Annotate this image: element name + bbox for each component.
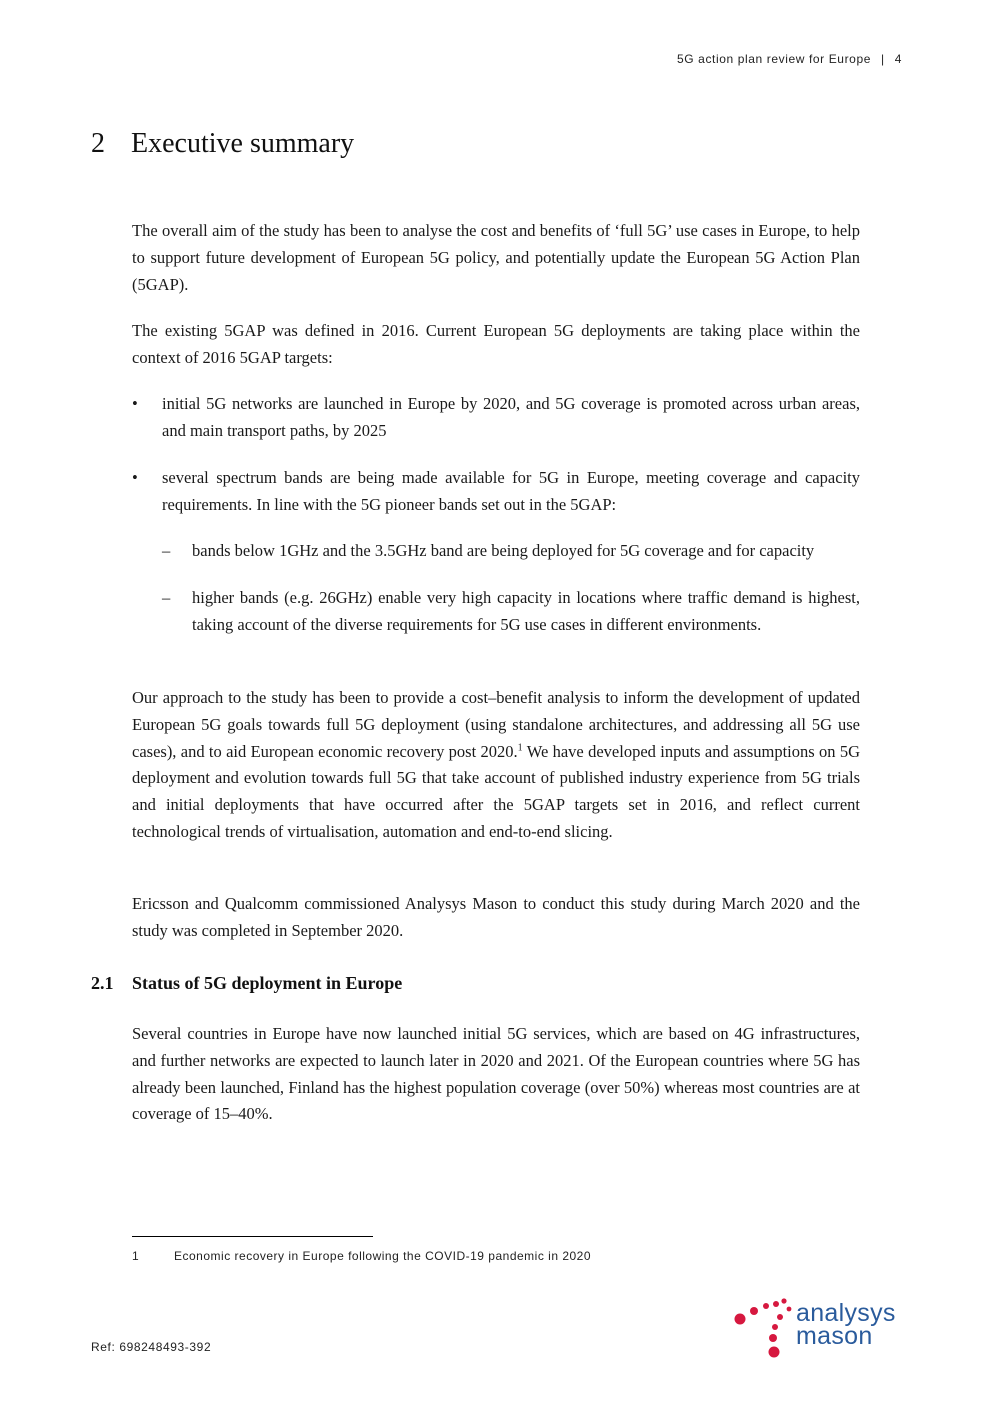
approach-text-start: Our approach to the study has been to provide a cost–benefit analysis to inform the development of updated European 5G goals towards full 5G deployment (using standalone architectures, and addressing all 5G use cases), and to aid European economic recovery post 2020. [132,688,860,761]
paragraph-deployment-status: Several countries in Europe have now launched initial 5G services, which are based on 4G infrastructures, and further networks are expected to launch later in 2020 and 2021. Of the European countries where 5G has already been launched, Finland has the highest population coverage (over 50%) whereas most countries are at coverage of 15–40%. [132,1024,860,1124]
section-title: Status of 5G deployment in Europe [132,973,403,993]
header-separator: | [881,52,885,66]
logo-wordmark [796,1299,896,1350]
bullet-marker: • [132,468,138,487]
document-reference: Ref: 698248493-392 [91,1340,212,1354]
sub-list-item [132,538,860,565]
dash-marker: – [162,588,171,607]
sub-list-item [132,585,860,639]
sub-bullet-text: bands below 1GHz and the 3.5GHz band are being deployed for 5G coverage and for capacity [192,541,815,560]
bullet-text: initial 5G networks are launched in Europe by 2020, and 5G coverage is promoted across urban areas, and main transport paths, by 2025 [162,394,860,440]
section-number: 2.1 [91,973,114,993]
paragraph-commission: Ericsson and Qualcomm commissioned Analysys Mason to conduct this study during March 2020 and the study was completed in September 2020. [132,894,860,940]
section-heading [91,973,402,994]
bullet-marker: • [132,394,138,413]
dash-marker: – [162,541,171,560]
header-doc-title: 5G action plan review for Europe [677,52,871,66]
footnote-divider [132,1236,373,1237]
footnote-number: 1 [132,1249,140,1263]
logo-dots-icon [730,1296,800,1362]
logo-line-1: analysys [796,1299,896,1327]
footnote [132,1249,591,1263]
sub-bullet-text: higher bands (e.g. 26GHz) enable very high capacity in locations where traffic demand is highest, taking account of the diverse requirements for 5G use cases in different environments. [192,588,860,634]
chapter-heading [91,128,354,160]
bullet-text: several spectrum bands are being made available for 5G in Europe, meeting coverage and capacity requirements. In line with the 5G pioneer bands set out in the 5GAP: [162,468,860,514]
footnote-text: Economic recovery in Europe following the COVID-19 pandemic in 2020 [174,1249,592,1263]
paragraph-study-aim: The overall aim of the study has been to analyse the cost and benefits of ‘full 5G’ use cases in Europe, to help to support future development of European 5G policy, and potentially update the European 5G Action Plan (5GAP). [132,221,860,294]
chapter-number: 2 [91,128,105,159]
approach-text-end: We have developed inputs and assumptions on 5G deployment and evolution towards full 5G that take account of published industry experience from 5G trials and initial deployments that have occurred after the 5GAP targets set in 2016, and reflect current technological trends of virtualisation, automation and end-to-end slicing. [132,741,860,841]
running-header [677,52,902,66]
header-page-number: 4 [894,52,902,66]
paragraph-existing-5gap: The existing 5GAP was defined in 2016. Current European 5G deployments are taking place within the context of 2016 5GAP targets: [132,321,860,367]
list-item [132,465,860,519]
paragraph-approach [132,685,860,846]
chapter-title: Executive summary [131,128,355,159]
analysys-mason-logo [730,1296,920,1362]
footnote-reference[interactable]: 1 [517,742,523,754]
list-item [132,391,860,445]
logo-line-2: mason [796,1322,873,1350]
